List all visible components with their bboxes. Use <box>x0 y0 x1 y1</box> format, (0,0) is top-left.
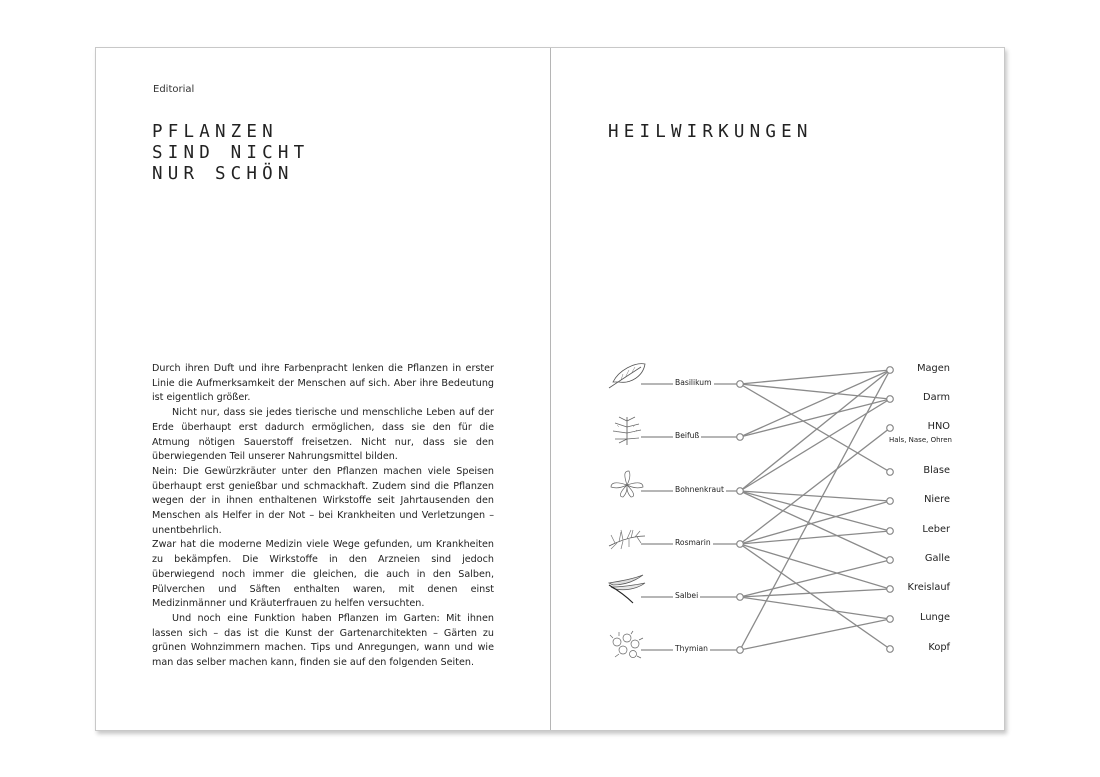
organ-sublabel: Hals, Nase, Ohren <box>889 436 952 444</box>
organ-node <box>887 367 894 374</box>
plant-node <box>737 381 744 388</box>
book-spread <box>95 47 1005 731</box>
headline-line: NUR SCHÖN <box>152 164 294 184</box>
organ-node <box>887 646 894 653</box>
organ-node <box>887 396 894 403</box>
thyme-flower-icon <box>610 631 643 658</box>
paragraph: Zwar hat die moderne Medizin viele Wege gefunden, um Krankheiten zu bekämpfen. Die Wirkstoffe in den Arzneien sind jedoch überwiegend noch immer die gleichen, die auch in den Salben, Pülverchen und Säften enthalten waren, mit denen einst Medizinmänner und Kräuterfrauen zu helfen versuchten. <box>152 539 494 610</box>
plant-label: Basilikum <box>675 378 712 387</box>
basil-leaf-icon <box>609 364 645 388</box>
organ-label: Magen <box>917 363 950 374</box>
plant-node <box>737 594 744 601</box>
plant-node <box>737 488 744 495</box>
organ-label: Kopf <box>928 642 950 653</box>
plant-label: Thymian <box>675 644 708 653</box>
organ-node <box>887 557 894 564</box>
plant-label: Beifuß <box>675 431 700 440</box>
organ-label: Leber <box>922 524 950 535</box>
body-text <box>152 362 494 671</box>
connection-lines <box>551 48 1005 730</box>
section-label: Editorial <box>153 84 195 95</box>
connection-line <box>740 491 890 501</box>
plant-node <box>737 541 744 548</box>
plant-node <box>737 434 744 441</box>
organ-label: HNO <box>927 421 950 432</box>
organ-node <box>887 528 894 535</box>
paragraph: Nicht nur, dass sie jedes tierische und menschliche Leben auf der Erde überhaupt erst dadurch ermöglichen, dass sie den für die Atmung nötigen Sauerstoff freisetzen. Nicht nur, dass sie den überwiegenden Teil unserer Nahrungsmittel bilden. <box>152 407 494 463</box>
connection-line <box>740 544 890 649</box>
organ-label: Kreislauf <box>907 582 950 593</box>
paragraph: Und noch eine Funktion haben Pflanzen im Garten: Mit ihnen lassen sich – das ist die Kunst der Gartenarchitekten – Gärten zu grünen Wohnzimmern machen. Tips und Anregungen, wann und wie man das selber machen kann, finden sie auf den folgenden Seiten. <box>152 612 494 669</box>
organ-label: Blase <box>923 465 950 476</box>
organ-label: Galle <box>924 553 950 564</box>
savory-flower-icon <box>611 471 643 497</box>
paragraph: Nein: Die Gewürzkräuter unter den Pflanzen machen viele Speisen überhaupt erst genießbar und schmackhaft. Zudem sind die Pflanzen wegen der in ihnen enthaltenen Wirkstoffe seit Jahrtausenden den Menschen als Helfer in der Not – bei Krankheiten und Verletzungen – unentbehrlich. <box>152 465 494 536</box>
page-title: HEILWIRKUNGEN <box>608 122 813 142</box>
plant-label: Salbei <box>675 591 699 600</box>
rosemary-icon <box>609 530 645 549</box>
connection-line <box>740 544 890 589</box>
herb-healing-diagram <box>551 48 1005 730</box>
connection-line <box>740 370 890 437</box>
headline <box>152 122 309 185</box>
connection-line <box>740 370 890 491</box>
organ-node <box>887 498 894 505</box>
sage-leaves-icon <box>609 575 645 603</box>
connection-line <box>740 619 890 650</box>
plant-label: Rosmarin <box>675 538 711 547</box>
connection-line <box>740 560 890 597</box>
left-page <box>96 48 550 730</box>
organ-node <box>887 586 894 593</box>
organ-label: Lunge <box>920 612 950 623</box>
organ-node <box>887 425 894 432</box>
mugwort-icon <box>613 417 641 445</box>
organ-node <box>887 616 894 623</box>
plant-node <box>737 647 744 654</box>
plant-label: Bohnenkraut <box>675 485 724 494</box>
paragraph: Durch ihren Duft und ihre Farbenpracht lenken die Pflanzen in erster Linie die Aufmerksamkeit der Menschen auf sich. Aber ihre Bedeutung ist eigentlich größer. <box>152 363 494 404</box>
connection-line <box>740 370 890 384</box>
headline-line: SIND NICHT <box>152 143 310 163</box>
right-page <box>551 48 1005 730</box>
headline-line: PFLANZEN <box>152 122 278 142</box>
organ-label: Darm <box>923 392 950 403</box>
organ-node <box>887 469 894 476</box>
organ-label: Niere <box>924 494 950 505</box>
